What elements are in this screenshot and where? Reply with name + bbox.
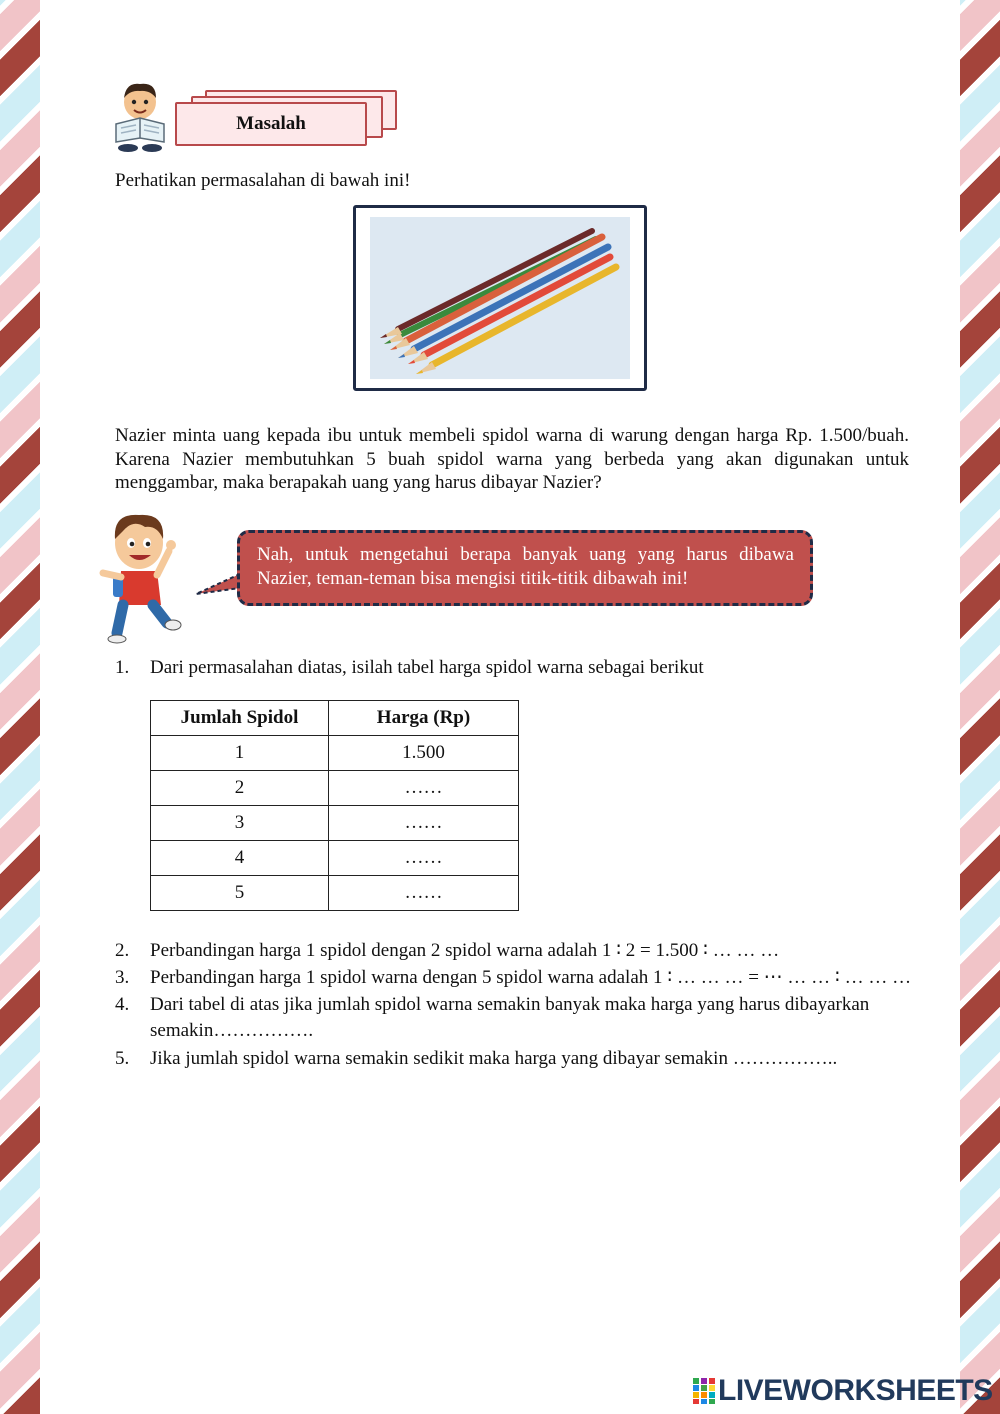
question-text: Perbandingan harga 1 spidol dengan 2 spidol warna adalah 1 ∶ 2 = 1.500 ∶ … … …	[150, 940, 780, 961]
table-header-row	[151, 701, 519, 736]
question-number: 3.	[115, 967, 130, 988]
right-decorative-stripe	[960, 0, 1000, 1414]
question-number: 2.	[115, 940, 130, 961]
quantity-cell: 3	[151, 806, 329, 841]
quantity-cell: 2	[151, 771, 329, 806]
price-blank[interactable]: ……	[329, 876, 519, 911]
question-text: Dari permasalahan diatas, isilah tabel harga spidol warna sebagai berikut	[150, 657, 704, 678]
reading-boy-icon	[112, 80, 168, 154]
question-4	[115, 992, 915, 1044]
problem-statement: Nazier minta uang kepada ibu untuk membeli spidol warna di warung dengan harga Rp. 1.500/buah. Karena Nazier membutuhkan 5 buah spidol warna yang berbeda yang akan digunakan untuk menggambar, maka berapakah uang yang harus dibayar Nazier?	[115, 425, 909, 493]
intro-text: Perhatikan permasalahan di bawah ini!	[115, 170, 411, 191]
price-blank[interactable]: ……	[329, 841, 519, 876]
price-blank[interactable]: ……	[329, 771, 519, 806]
pencils-drawing	[370, 217, 630, 379]
quantity-cell: 1	[151, 736, 329, 771]
table-row	[151, 876, 519, 911]
question-number: 5.	[115, 1048, 130, 1069]
pointing-boy-icon	[95, 505, 190, 645]
section-title: Masalah	[175, 102, 367, 146]
table-row	[151, 806, 519, 841]
table-row	[151, 771, 519, 806]
question-5	[115, 1046, 915, 1072]
table-row	[151, 736, 519, 771]
liveworksheets-brand	[693, 1374, 993, 1408]
section-header	[175, 90, 397, 146]
quantity-cell: 4	[151, 841, 329, 876]
speech-bubble: Nah, untuk mengetahui berapa banyak uang yang harus dibawa Nazier, teman-teman bisa mengisi titik-titik dibawah ini!	[237, 530, 813, 606]
column-header-price: Harga (Rp)	[329, 701, 519, 736]
question-number: 4.	[115, 994, 130, 1015]
column-header-quantity: Jumlah Spidol	[151, 701, 329, 736]
price-table	[150, 700, 519, 911]
price-cell: 1.500	[329, 736, 519, 771]
quantity-cell: 5	[151, 876, 329, 911]
question-text: Jika jumlah spidol warna semakin sedikit maka harga yang dibayar semakin ……………..	[150, 1048, 838, 1069]
question-number: 1.	[115, 657, 130, 678]
question-3	[115, 965, 915, 991]
price-blank[interactable]: ……	[329, 806, 519, 841]
left-decorative-stripe	[0, 0, 40, 1414]
colored-pencils-image	[353, 205, 647, 391]
brand-text: LIVEWORKSHEETS	[718, 1374, 993, 1407]
table-row	[151, 841, 519, 876]
question-1	[115, 655, 915, 681]
question-2	[115, 938, 915, 964]
question-text: Dari tabel di atas jika jumlah spidol warna semakin banyak maka harga yang harus dibayarkan	[150, 994, 870, 1015]
question-text-continued: semakin…………….	[150, 1020, 314, 1041]
question-text: Perbandingan harga 1 spidol warna dengan 5 spidol warna adalah 1 ∶ … … … = ⋯ … … ∶ … … …	[150, 967, 912, 988]
liveworksheets-logo-icon	[693, 1378, 715, 1404]
